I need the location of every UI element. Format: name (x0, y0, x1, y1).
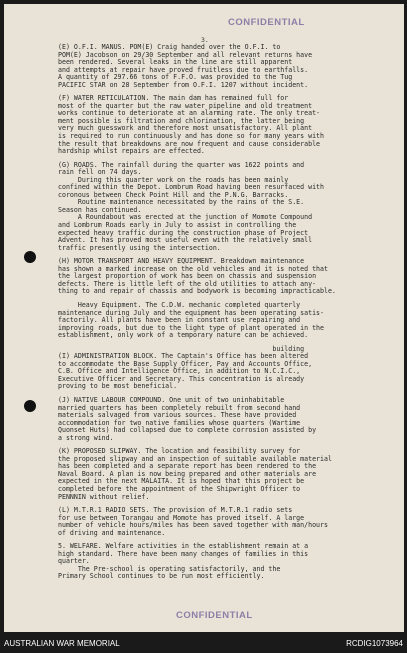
text-line: for use between Torangau and Momote has proved itself. A large (58, 513, 305, 522)
text-line: hardship whilst repairs are effected. (58, 147, 205, 156)
paragraph (58, 448, 396, 501)
text-line: (H) MOTOR TRANSPORT AND HEAVY EQUIPMENT. Breakdown maintenance (58, 257, 305, 266)
text-line: C.B. Office and Intelligence Office, in addition to N.C.I.C., (58, 367, 301, 376)
paragraph (58, 302, 396, 340)
paragraph (58, 543, 396, 581)
text-line: (F) WATER RETICULATION. The main dam has remained full for (58, 94, 289, 103)
text-line: is required to run continuously and has done so for many years with (58, 132, 324, 141)
text-line: Routine maintenance necessitated by the rains of the S.E. (58, 198, 305, 207)
paragraph (58, 397, 396, 442)
text-line: materials salvaged from various sources. These have provided (58, 411, 297, 420)
document-page (4, 4, 404, 632)
text-line: accommodation for two native families whose quarters (Wartime (58, 418, 301, 427)
text-line: the largest proportion of work has been on chassis and suspension (58, 272, 317, 281)
text-line: factorily. All plants have been in constant use repairing and (58, 316, 301, 325)
text-line: married quarters has been completely rebuilt from second hand (58, 403, 301, 412)
text-line: Advent. It has proved most useful even with the relatively small (58, 236, 313, 245)
text-line: POM(E) Jacobson on 29/30 September and all relevant returns have (58, 50, 313, 59)
text-line: A Roundabout was erected at the junction of Momote Compound (58, 213, 313, 222)
text-line: Heavy Equipment. The C.D.W. mechanic completed quarterly (58, 300, 301, 309)
paragraph (58, 258, 396, 296)
text-line: the result that breakdowns are now frequent and cause considerable (58, 139, 321, 148)
text-line: improving roads, but due to the light type of plant operated in the (58, 323, 324, 332)
text-line: The Pre-school is operating satisfactorily, and the (58, 564, 281, 573)
text-line: building (58, 344, 305, 353)
punch-hole-icon (24, 400, 36, 412)
text-line: confined within the Depot. Lombrum Road having been resurfaced with (58, 183, 324, 192)
record-id: RCDIG1073964 (346, 639, 403, 648)
document-body (58, 44, 396, 587)
text-line: high standard. There have been many changes of families in this (58, 549, 309, 558)
archive-footer (0, 632, 407, 653)
text-line: of driving and maintenance. (58, 528, 166, 537)
text-line: PACIFIC STAR on 28 September from O.F.I. 1207 without incident. (58, 80, 309, 89)
text-line: coronous between Check Point Hill and the P.N.G. Barracks. (58, 190, 289, 199)
text-line: During this quarter work on the roads has been mainly (58, 175, 289, 184)
text-line: thing to and repair of chassis and bodywork is becoming impracticable. (58, 287, 336, 296)
archive-name: AUSTRALIAN WAR MEMORIAL (4, 639, 120, 648)
text-line: the proposed slipway and an inspection of suitable available material (58, 454, 332, 463)
text-line: has been completed and a separate report has been rendered to the (58, 462, 317, 471)
text-line: has shown a marked increase on the old vehicles and it is noted that (58, 264, 328, 273)
text-line: quarter. (58, 557, 90, 566)
text-line: defects. There is little left of the old utilities to attach any- (58, 279, 317, 288)
text-line: most of the quarter but the raw water pipeline and old treatment (58, 101, 313, 110)
paragraph (58, 346, 396, 391)
text-line: Naval Board. A plan is now being prepared and other materials are (58, 469, 317, 478)
text-line: traffic presently using the intersection. (58, 243, 221, 252)
text-line: to accommodate the Base Supply Officer, Pay and Accounts Office, (58, 359, 313, 368)
text-line: rain fell on 74 days. (58, 168, 142, 177)
text-line: (E) O.F.I. MANUS. POM(E) Craig handed over the O.F.I. to (58, 43, 281, 51)
text-line: very much guesswork and therefore most unsatisfactory. All plant (58, 124, 313, 133)
text-line: works continue to deteriorate at an alarming rate. The only treat- (58, 109, 321, 118)
text-line: Season has continued. (58, 205, 142, 214)
text-line: PENNNIN without relief. (58, 492, 150, 501)
text-line: 5. WELFARE. Welfare activities in the establishment remain at a (58, 542, 309, 551)
paragraph (58, 95, 396, 155)
text-line: ment possible is filtration and chlorination, the latter being (58, 116, 305, 125)
text-line: Primary School continues to be run most efficiently. (58, 572, 265, 581)
text-line: expected heavy traffic during the construction phase of Project (58, 228, 309, 237)
text-line: and Lombrum Roads early in July to assist in controlling the (58, 221, 297, 230)
text-line: (I) ADMINISTRATION BLOCK. The Captain's Office has been altered (58, 352, 309, 361)
text-line: a strong wind. (58, 433, 114, 442)
text-line: been rendered. Several leaks in the line are still apparent (58, 58, 293, 67)
confidential-stamp-bottom: CONFIDENTIAL (176, 610, 253, 621)
punch-hole-icon (24, 251, 36, 263)
text-line: (J) NATIVE LABOUR COMPOUND. One unit of two uninhabitable (58, 395, 285, 404)
text-line: establishment, only work of a temporary nature can be achieved. (58, 331, 309, 340)
text-line: (L) M.T.R.1 RADIO SETS. The provision of M.T.R.1 radio sets (58, 506, 293, 515)
text-line: maintenance during July and the equipment has been operating satis- (58, 308, 324, 317)
confidential-stamp-top: CONFIDENTIAL (228, 17, 305, 28)
page-number: 3. (201, 36, 209, 44)
text-line: Executive Officer and Secretary. This concentration is already (58, 374, 305, 383)
paragraph (58, 507, 396, 537)
text-line: A quantity of 297.66 tons of F.F.O. was provided to the Tug (58, 73, 293, 82)
paragraph (58, 162, 396, 253)
text-line: number of vehicle hours/miles has been saved together with man/hours (58, 521, 328, 530)
text-line: expected in the next MALAITA. It is hoped that this project be (58, 477, 305, 486)
paragraph (58, 44, 396, 89)
text-line: completed before the appointment of the Shipwright Officer to (58, 484, 301, 493)
text-line: Quonset Huts) had collapsed due to complete corrosion assisted by (58, 426, 317, 435)
text-line: (G) ROADS. The rainfall during the quarter was 1622 points and (58, 160, 305, 169)
text-line: proving to be most beneficial. (58, 382, 178, 391)
text-line: (K) PROPOSED SLIPWAY. The location and feasibility survey for (58, 447, 301, 456)
text-line: and attempts at repair have proved fruitless due to earthfalls. (58, 65, 309, 74)
